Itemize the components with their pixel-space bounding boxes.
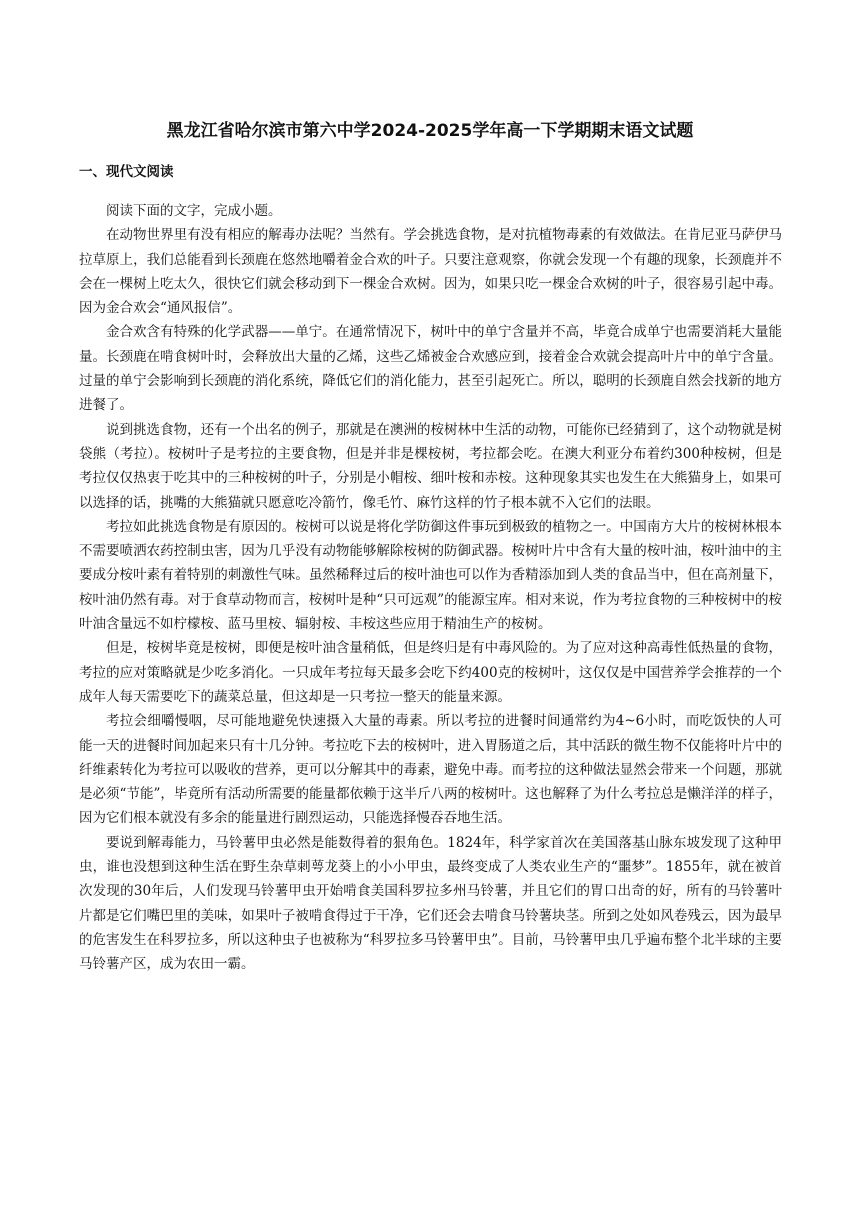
passage-paragraph-6: 考拉会细嚼慢咽，尽可能地避免快速摄入大量的毒素。所以考拉的进餐时间通常约为4~6小时，而吃饭快的人可能一天的进餐时间加起来只有十几分钟。考拉吃下去的桉树叶，进入胃肠道之后，其中活跃的微生物不仅能将叶片中的纤维素转化为考拉可以吸收的营养，更可以分解其中的毒素，避免中毒。而考拉的这种做法显然会带来一个问题，那就是必须“节能”，毕竟所有活动所需要的能量都依赖于这半斤八两的桉树叶。这也解释了为什么考拉总是懒洋洋的样子，因为它们根本就没有多余的能量进行剧烈运动，只能选择慢吞吞地生活。: [79, 713, 782, 827]
instruction-text: 阅读下面的文字，完成小题。: [106, 203, 282, 219]
reading-passage: [79, 199, 782, 977]
section-heading: 一、现代文阅读: [79, 164, 174, 180]
passage-paragraph-5: 但是，桉树毕竟是桉树，即便是桉叶油含量稍低，但是终归是有中毒风险的。为了应对这种高毒性低热量的食物，考拉的应对策略就是少吃多消化。一只成年考拉每天最多会吃下约400克的桉树叶，这仅仅是中国营养学会推荐的一个成年人每天需要吃下的蔬菜总量，但这却是一只考拉一整天的能量来源。: [79, 640, 782, 705]
passage-paragraph-2: 金合欢含有特殊的化学武器——单宁。在通常情况下，树叶中的单宁含量并不高，毕竟合成单宁也需要消耗大量能量。长颈鹿在啃食树叶时，会释放出大量的乙烯，这些乙烯被金合欢感应到，接着金合欢就会提高叶片中的单宁含量。过量的单宁会影响到长颈鹿的消化系统，降低它们的消化能力，甚至引起死亡。所以，聪明的长颈鹿自然会找新的地方进餐了。: [79, 324, 782, 414]
passage-paragraph-1: 在动物世界里有没有相应的解毒办法呢？当然有。学会挑选食物，是对抗植物毒素的有效做法。在肯尼亚马萨伊马拉草原上，我们总能看到长颈鹿在悠然地嚼着金合欢的叶子。只要注意观察，你就会发现一个有趣的现象，长颈鹿并不会在一棵树上吃太久，很快它们就会移动到下一棵金合欢树。因为，如果只吃一棵金合欢树的叶子，很容易引起中毒。因为金合欢会“通风报信”。: [79, 227, 782, 317]
document-title: 黑龙江省哈尔滨市第六中学2024-2025学年高一下学期期末语文试题: [166, 121, 694, 141]
passage-paragraph-7: 要说到解毒能力，马铃薯甲虫必然是能数得着的狠角色。1824年，科学家首次在美国落基山脉东坡发现了这种甲虫，谁也没想到这种生活在野生杂草刺萼龙葵上的小小甲虫，最终变成了人类农业生产的“噩梦”。1855年，就在被首次发现的30年后，人们发现马铃薯甲虫开始啃食美国科罗拉多州马铃薯，并且它们的胃口出奇的好，所有的马铃薯叶片都是它们嘴巴里的美味，如果叶子被啃食得过于干净，它们还会去啃食马铃薯块茎。所到之处如风卷残云，因为最早的危害发生在科罗拉多，所以这种虫子也被称为“科罗拉多马铃薯甲虫”。目前，马铃薯甲虫几乎遍布整个北半球的主要马铃薯产区，成为农田一霸。: [79, 834, 782, 973]
passage-paragraph-4: 考拉如此挑选食物是有原因的。桉树可以说是将化学防御这件事玩到极致的植物之一。中国南方大片的桉树林根本不需要喷洒农药控制虫害，因为几乎没有动物能够解除桉树的防御武器。桉树叶片中含有大量的桉叶油，桉叶油中的主要成分桉叶素有着特别的刺激性气味。虽然稀释过后的桉叶油也可以作为香精添加到人类的食品当中，但在高剂量下，桉叶油仍然有毒。对于食草动物而言，桉树叶是种“只可远观”的能源宝库。相对来说，作为考拉食物的三种桉树中的桉叶油含量远不如柠檬桉、蓝马里桉、辐射桉、丰桉这些应用于精油生产的桉树。: [79, 518, 782, 633]
passage-paragraph-3: 说到挑选食物，还有一个出名的例子，那就是在澳洲的桉树林中生活的动物，可能你已经猜到了，这个动物就是树袋熊（考拉）。桉树叶子是考拉的主要食物，但是并非是棵桉树，考拉都会吃。在澳大利亚分布着约300种桉树，但是考拉仅仅热衷于吃其中的三种桉树的叶子，分别是小帽桉、细叶桉和赤桉。这种现象其实也发生在大熊猫身上，如果可以选择的话，挑嘴的大熊猫就只愿意吃冷箭竹，像毛竹、麻竹这样的竹子根本就不入它们的法眼。: [79, 421, 782, 511]
